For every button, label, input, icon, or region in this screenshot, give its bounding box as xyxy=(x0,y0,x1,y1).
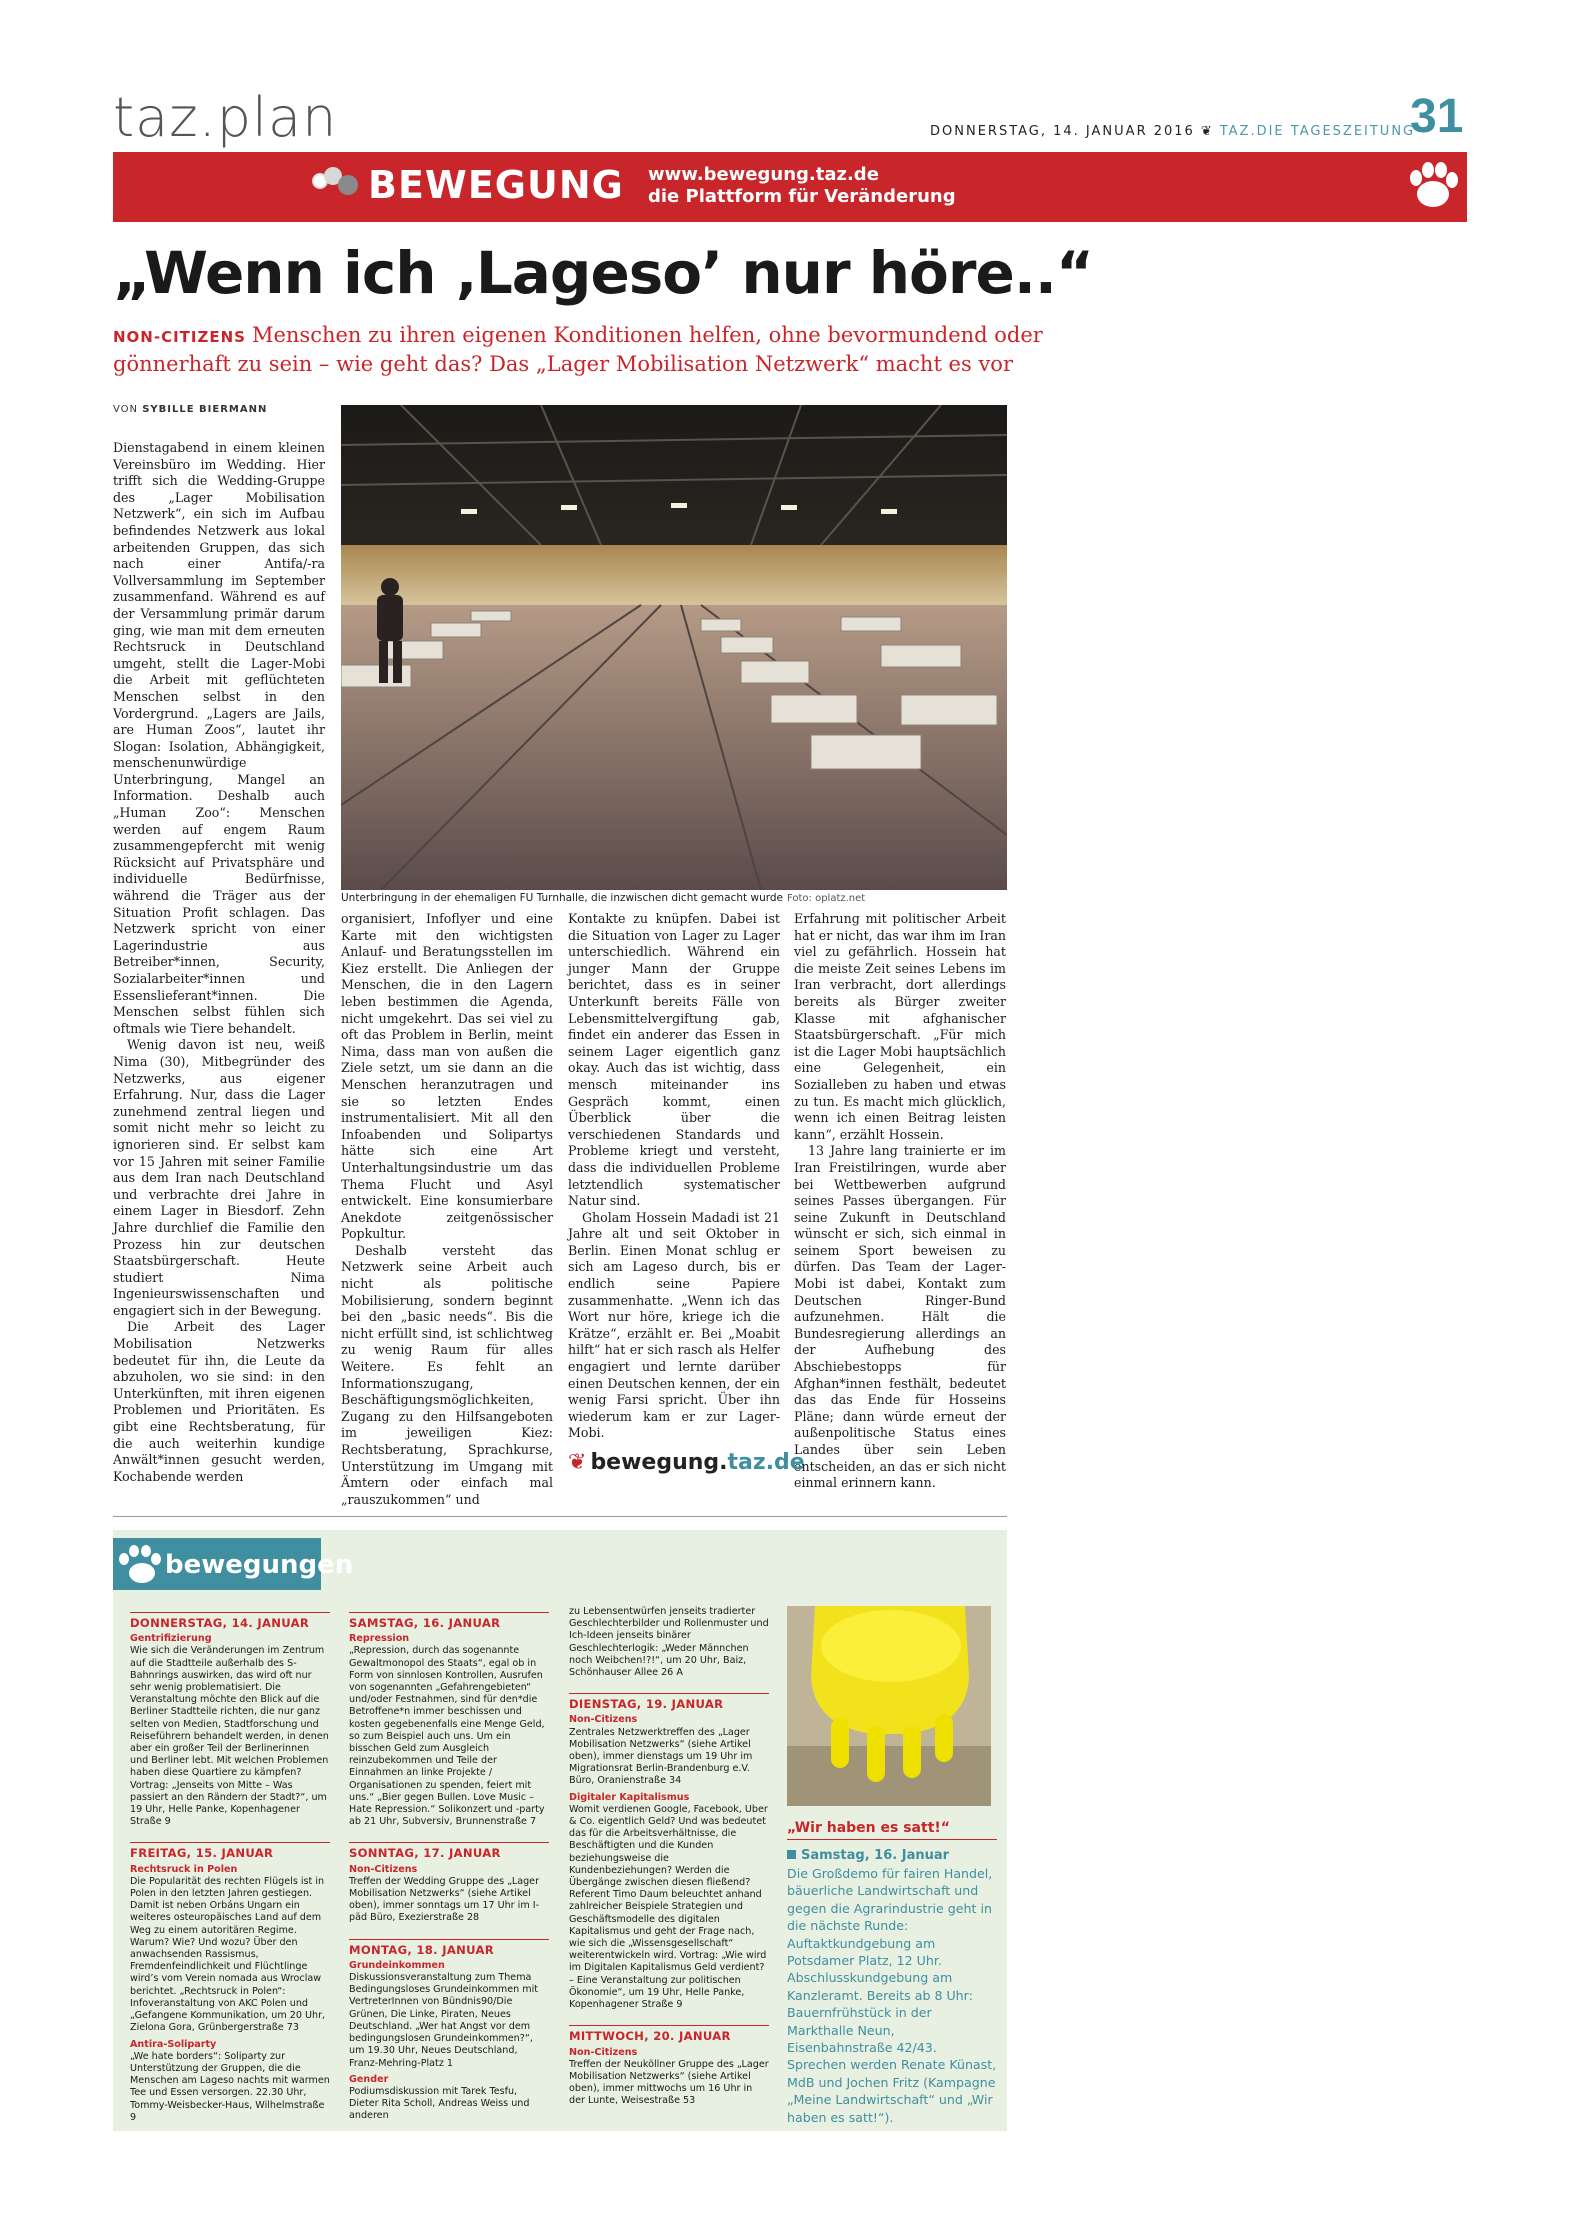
banner-title: BEWEGUNG xyxy=(368,163,624,207)
byline-author: SYBILLE BIERMANN xyxy=(142,404,268,415)
side-event-date xyxy=(787,1848,997,1863)
side-event-title: „Wir haben es satt!“ xyxy=(787,1820,997,1840)
event-title: Antira-Soliparty xyxy=(130,2038,217,2050)
bubbles-logo-icon xyxy=(312,165,376,195)
event-title: Non-Citizens xyxy=(569,1714,638,1726)
logo-domain: taz.de xyxy=(727,1450,805,1475)
paw-icon xyxy=(115,1543,163,1585)
paragraph: Gholam Hossein Madadi ist 21 Jahre alt und seit Oktober in Berlin. Einen Monat schlug er sich am Lageso durch, bis er endlich seine Papiere zusammenhatte. „Wenn ich das Wort nur höre, kriege ich die Krätze“, erzählt er. Bei „Moabit hilft“ hat er sich rasch als Helfer engagiert und lernte darüber einen Deutschen kennen, der ein wenig Farsi spricht. Über ihn wiederum kam er zur Lager-Mobi. xyxy=(568,1209,780,1441)
paragraph: Die Arbeit des Lager Mobilisation Netzwerks bedeutet für ihn, die Leute da abzuholen, wo sie sind: in den Unterkünften, mit ihren eigenen Problemen und Prioritäten. Es gibt eine Rechtsberatung, für die auch weiterhin kundige Anwält*innen gesucht werden, Kochabende werden xyxy=(113,1319,325,1484)
event-text: „Repression, durch das sogenannte Gewaltmonopol des Staats“, egal ob in Form von sinnlosen Kontrollen, Ausrufen von sogenannten „Gefahrengebieten“ und/oder Festnahmen, sind für den*die Betroffene*n immer beschissen und kosten gegebenenfalls eine Menge Geld, so zum Beispiel auch uns. Um ein bisschen Geld zum Ausgleich reinzubekommen und Teile der Einnahmen an linke Projekte / Organisationen zu spenden, feiert mit uns.“ „Bier gegen Bullen. Love Music – Hate Repression.“ Solikonzert und -party ab 21 Uhr, Subversiv, Brunnenstraße 7 xyxy=(349,1645,545,1828)
udder-photo xyxy=(787,1606,991,1806)
event-text: Die Popularität des rechten Flügels ist in Polen in den letzten Jahren gestiegen. Damit ist neben Orbáns Ungarn ein weiteres osteuropäisches Land auf dem Weg zu einem autoritären Regime. Warum? Wie? Und wozu? Über den anwachsenden Rassismus, Fremdenfeindlichkeit und Flüchtlinge wird’s vom Verein nomada aus Wroclaw berichtet. „Rechtsruck in Polen“: Infoveranstaltung von AKC Polen und „Gefangene Kommunikation, um 20 Uhr, Zielona Gora, Grünbergerstraße 73 xyxy=(130,1875,326,2034)
paragraph: Dienstagabend in einem kleinen Vereinsbüro im Wedding. Hier trifft sich die Wedding-Gruppe des „Lager Mobilisation Netzwerk“, ein sich im Aufbau befindendes Netzwerk aus lokal arbeitenden Gruppen, das sich nach einer Antifa/-ra Vollversammlung im September zusammenfand. Während es auf der Versammlung primär darum ging, wie man mit dem erneuten Rechtsruck in Deutschland umgeht, stellt die Lager-Mobi die Arbeit mit geflüchteten Menschen selbst in den Vordergrund. „Lagers are Jails, are Human Zoos“, lautet ihr Slogan: Isolation, Abhängigkeit, menschenunwürdige Unterbringung, Mangel an Information. Deshalb auch „Human Zoo“: Menschen werden auf engem Raum zusammengepfercht mit wenig Rücksicht auf Privatsphäre und individuelle Bedürfnisse, während die Träger aus der Situation Profit schlagen. Das Netzwerk spricht von einer Lagerindustrie aus Betreiber*innen, Security, Sozialarbeiter*innen und Essenslieferant*innen. Die Menschen selbst fühlen sich oftmals wie Tiere behandelt. xyxy=(113,440,325,1036)
paragraph: Kontakte zu knüpfen. Dabei ist die Situation von Lager zu Lager unterschiedlich. Während ein junger Mann der Gruppe berichtet, dass es in seiner Unterkunft bereits Fälle von Lebensmittelvergiftung gab, findet ein anderer das Essen in seinem Lager eigentlich ganz okay. Auch das ist wichtig, dass mensch miteinander ins Gespräch kommt, einen Überblick über die verschiedenen Standards und Probleme kriegt und versteht, dass die individuellen Probleme letztendlich systematischer Natur sind. xyxy=(568,911,780,1209)
masthead: taz.plan xyxy=(113,86,338,149)
caption-text: Unterbringung in der ehemaligen FU Turnhalle, die inzwischen dicht gemacht wurde xyxy=(341,892,783,904)
event-text: Womit verdienen Google, Facebook, Uber & Co. eigentlich Geld? Und was bedeutet das für die Arbeitsverhältnisse, die Beschäftigten und die Kunden beziehungsweise die Kundenbeziehungen? Werden die Übergänge zwischen diesen fließend? Referent Timo Daum beleuchtet anhand zahlreicher Beispiele Strategien und Geschäftsmodelle des digitalen Kapitalismus und geht der Frage nach, wie sich die „Wissensgesellschaft“ weiterentwickeln wird. Vortrag: „Wie wird im Digitalen Kapitalismus Geld verdient? – Eine Veranstaltung zur politischen Ökonomie“, um 19 Uhr, Helle Panke, Kopenhagener Straße 9 xyxy=(569,1803,768,2011)
page-number: 31 xyxy=(1410,90,1464,143)
byline xyxy=(113,404,267,415)
event-title: Repression xyxy=(349,1633,410,1645)
paragraph: Wenig davon ist neu, weiß Nima (30), Mitbegründer des Netzwerks, aus eigener Erfahrung. Nur, dass die Lager zunehmend zentral liegen und somit nicht mehr so leicht zu ignorieren sind. Er selbst kam vor 15 Jahren mit seiner Familie aus dem Iran nach Deutschland und verbrachte drei Jahre in einem Lager in Biesdorf. Zehn Jahre durchlief die Familie den Prozess hin zur deutschen Staatsbürgerschaft. Heute studiert Nima Ingenieurswissenschaften und engagiert sich in der Bewegung. xyxy=(113,1037,325,1318)
paragraph: organisiert, Infoflyer und eine Karte mit den wichtigsten Anlauf- und Beratungsstellen im Kiez erstellt. Die Anliegen der Menschen, die in den Lagern leben bestimmen die Agenda, nicht umgekehrt. Das sei viel zu oft das Problem in Berlin, meint Nima, dass man von außen die Ziele setzt, um sie dann an die Menschen heranzutragen und sie so letzten Endes instrumentalisiert. Mit all den Infoabenden und Solipartys hätte sich eine Art Unterhaltungsindustrie um das Thema Flucht und Asyl entwickelt. Eine konsumierbare Anekdote zeitgenössischer Popkultur. xyxy=(341,911,553,1242)
event-text: Wie sich die Veränderungen im Zentrum auf die Stadtteile außerhalb des S-Bahnrings auswirken, das wird oft nur sehr wenig problematisiert. Die Veranstaltung möchte den Blick auf die Berliner Stadtteile richten, die nur ganz selten von Medien, Stadtforschung und Reiseführern behandelt werden, in denen aber ein großer Teil der Berlinerinnen und Berliner lebt. Mit welchen Problemen haben diese Quartiere zu kämpfen? Vortrag: „Jenseits von Mitte – Was passiert an den Rändern der Stadt?“, um 19 Uhr, Helle Panke, Kopenhagener Straße 9 xyxy=(130,1645,329,1828)
gym-shelter-photo xyxy=(341,405,1007,890)
event-title: Gentrifizierung xyxy=(130,1633,212,1645)
paragraph: Deshalb versteht das Netzwerk seine Arbeit auch nicht als politische Mobilisierung, sondern beginnt bei den „basic needs“. Bis die nicht erfüllt sind, ist schlichtweg zu wenig Raum für alles Weitere. Es fehlt an Informationszugang, Beschäftigungsmöglichkeiten, Zugang zu den Hilfsangeboten im jeweiligen Kiez: Rechtsberatung, Sprachkurse, Unterstützung im Umgang mit Ämtern oder einfach mal „rauszukommen“ und xyxy=(341,1242,553,1507)
event-day: DONNERSTAG, 14. JANUAR xyxy=(130,1612,330,1629)
photo-credit: Foto: oplatz.net xyxy=(786,893,866,904)
event-text: Treffen der Wedding Gruppe des „Lager Mobilisation Netzwerks“ (siehe Artikel oben), immer sonntags um 17 Uhr im I-päd Büro, Exezierstraße 28 xyxy=(349,1875,540,1924)
banner-url[interactable]: www.bewegung.taz.de xyxy=(648,164,879,185)
event-text: zu Lebensentwürfen jenseits tradierter Geschlechterbilder und Rollenmuster und Ich-Ideen jenseits binärer Geschlechterlogik: „Weder Männchen noch Weibchen!?!“, um 20 Uhr, Baiz, Schönhauser Allee 26 A xyxy=(569,1606,769,1679)
event-day: MONTAG, 18. JANUAR xyxy=(349,1939,549,1956)
paw-icon: ❦ xyxy=(1200,124,1214,139)
side-event-text: Die Großdemo für fairen Handel, bäuerliche Landwirtschaft und gegen die Agrarindustrie geht in die nächste Runde: Auftaktkundgebung am Potsdamer Platz, 12 Uhr. Abschlusskundgebung am Kanzleramt. Bereits ab 8 Uhr: Bauernfrühstück in der Markthalle Neun, Eisenbahnstraße 42/43. Sprechen werden Renate Künast, MdB und Jochen Fritz (Kampagne „Meine Landwirtschaft“ und „Wir haben es satt!“). xyxy=(787,1866,997,2125)
section-divider xyxy=(113,1516,1007,1517)
article-column-2 xyxy=(341,911,553,1508)
event-title: Non-Citizens xyxy=(569,2046,638,2058)
banner-tagline: die Plattform für Veränderung xyxy=(648,186,956,207)
paragraph: 13 Jahre lang trainierte er im Iran Freistilringen, wurde aber bei Wettbewerben aufgrund seines Passes übergangen. Für seine Zukunft in Deutschland wünscht er sich, sich einmal in seinem Sport beweisen zu dürfen. Das Team der Lager-Mobi ist dabei, Kontakt zum Deutschen Ringer-Bund aufzunehmen. Hält die Bundesregierung allerdings an der Aufhebung des Abschiebestopps für Afghan*innen festhält, bedeutet das das Ende für Hosseins Pläne; dann würde erneut der außenpolitische Status eines Landes über sein Leben entscheiden, an das er sich nicht einmal erinnern kann. xyxy=(794,1143,1006,1491)
event-title: Grundeinkommen xyxy=(349,1959,445,1971)
kicker: NON-CITIZENS xyxy=(113,328,246,346)
event-text: „We hate borders“: Soliparty zur Unterstützung der Gruppen, die die Menschen am Lageso nachts mit warmen Tee und Essen versorgen. 22.30 Uhr, Tommy-Weisbecker-Haus, Wilhelmstraße 9 xyxy=(130,2050,330,2123)
event-day: SAMSTAG, 16. JANUAR xyxy=(349,1612,549,1629)
issue-date: DONNERSTAG, 14. JANUAR 2016 xyxy=(930,124,1195,139)
event-day: MITTWOCH, 20. JANUAR xyxy=(569,2025,769,2042)
event-title: Gender xyxy=(349,2073,389,2085)
event-day: SONNTAG, 17. JANUAR xyxy=(349,1842,549,1859)
side-event-date-text: Samstag, 16. Januar xyxy=(801,1848,950,1863)
events-column-1 xyxy=(130,1606,330,2124)
event-text: Diskussionsveranstaltung zum Thema Bedingungsloses Grundeinkommen mit VertreterInnen von Bündnis90/Die Grünen, Die Linke, Piraten, Neues Deutschland. „Wer hat Angst vor dem bedingungslosen Grundeinkommen?“, um 19.30 Uhr, Neues Deutschland, Franz-Mehring-Platz 1 xyxy=(349,1972,538,2069)
events-column-3 xyxy=(569,1606,769,2108)
event-title: Digitaler Kapitalismus xyxy=(569,1791,690,1803)
byline-prefix: VON xyxy=(113,404,139,415)
dateline xyxy=(930,124,1415,139)
deck-text: Menschen zu ihren eigenen Konditionen helfen, ohne bevormundend oder gönnerhaft zu sein – wie geht das? Das „Lager Mobilisation Netzwerk“ macht es vor xyxy=(113,323,1043,376)
event-text: Podiumsdiskussion mit Tarek Tesfu, Dieter Rita Scholl, Andreas Weiss und anderen xyxy=(349,2085,530,2122)
photo-caption xyxy=(341,892,1041,904)
square-bullet-icon xyxy=(787,1850,796,1859)
paragraph: Erfahrung mit politischer Arbeit hat er nicht, das war ihm im Iran viel zu gefährlich. Hossein hat die meiste Zeit seines Lebens im Iran verbracht, dort allerdings bereits als Bürger zweiter Klasse mit afghanischer Staatsbürgerschaft. „Für mich ist die Lager Mobi hauptsächlich eine Gelegenheit, ein Sozialleben zu haben und etwas zu tun. Es macht mich glücklich, wenn ich einen Beitrag leisten kann“, erzählt Hossein. xyxy=(794,911,1006,1142)
logo-text: bewegung. xyxy=(590,1450,728,1475)
event-text: Treffen der Neuköllner Gruppe des „Lager Mobilisation Netzwerks“ (siehe Artikel oben), immer mittwochs um 16 Uhr in der Lunte, Weisestraße 53 xyxy=(569,2058,769,2107)
event-text: Zentrales Netzwerktreffen des „Lager Mobilisation Netzwerks“ (siehe Artikel oben), immer dienstags um 19 Uhr im Migrationsrat Berlin-Brandenburg e.V. Büro, Oranienstraße 34 xyxy=(569,1726,753,1787)
event-title: Non-Citizens xyxy=(349,1863,418,1875)
side-event xyxy=(787,1820,997,2126)
events-tab-label: bewegungen xyxy=(165,1550,354,1580)
event-title: Rechtsruck in Polen xyxy=(130,1863,238,1875)
article-column-4 xyxy=(794,911,1006,1492)
article-deck xyxy=(113,322,1043,378)
event-day: FREITAG, 15. JANUAR xyxy=(130,1842,330,1859)
events-column-2 xyxy=(349,1606,549,2123)
article-column-3 xyxy=(568,911,780,1442)
paw-icon: ❦ xyxy=(568,1450,587,1475)
article-headline: „Wenn ich ‚Lageso’ nur höre..“ xyxy=(113,239,1094,307)
article-column-1 xyxy=(113,440,325,1485)
bewegung-logo[interactable] xyxy=(568,1450,805,1475)
publication-name: TAZ.DIE TAGESZEITUNG xyxy=(1219,124,1416,139)
taz-paw-icon xyxy=(1398,152,1467,222)
event-day: DIENSTAG, 19. JANUAR xyxy=(569,1693,769,1710)
